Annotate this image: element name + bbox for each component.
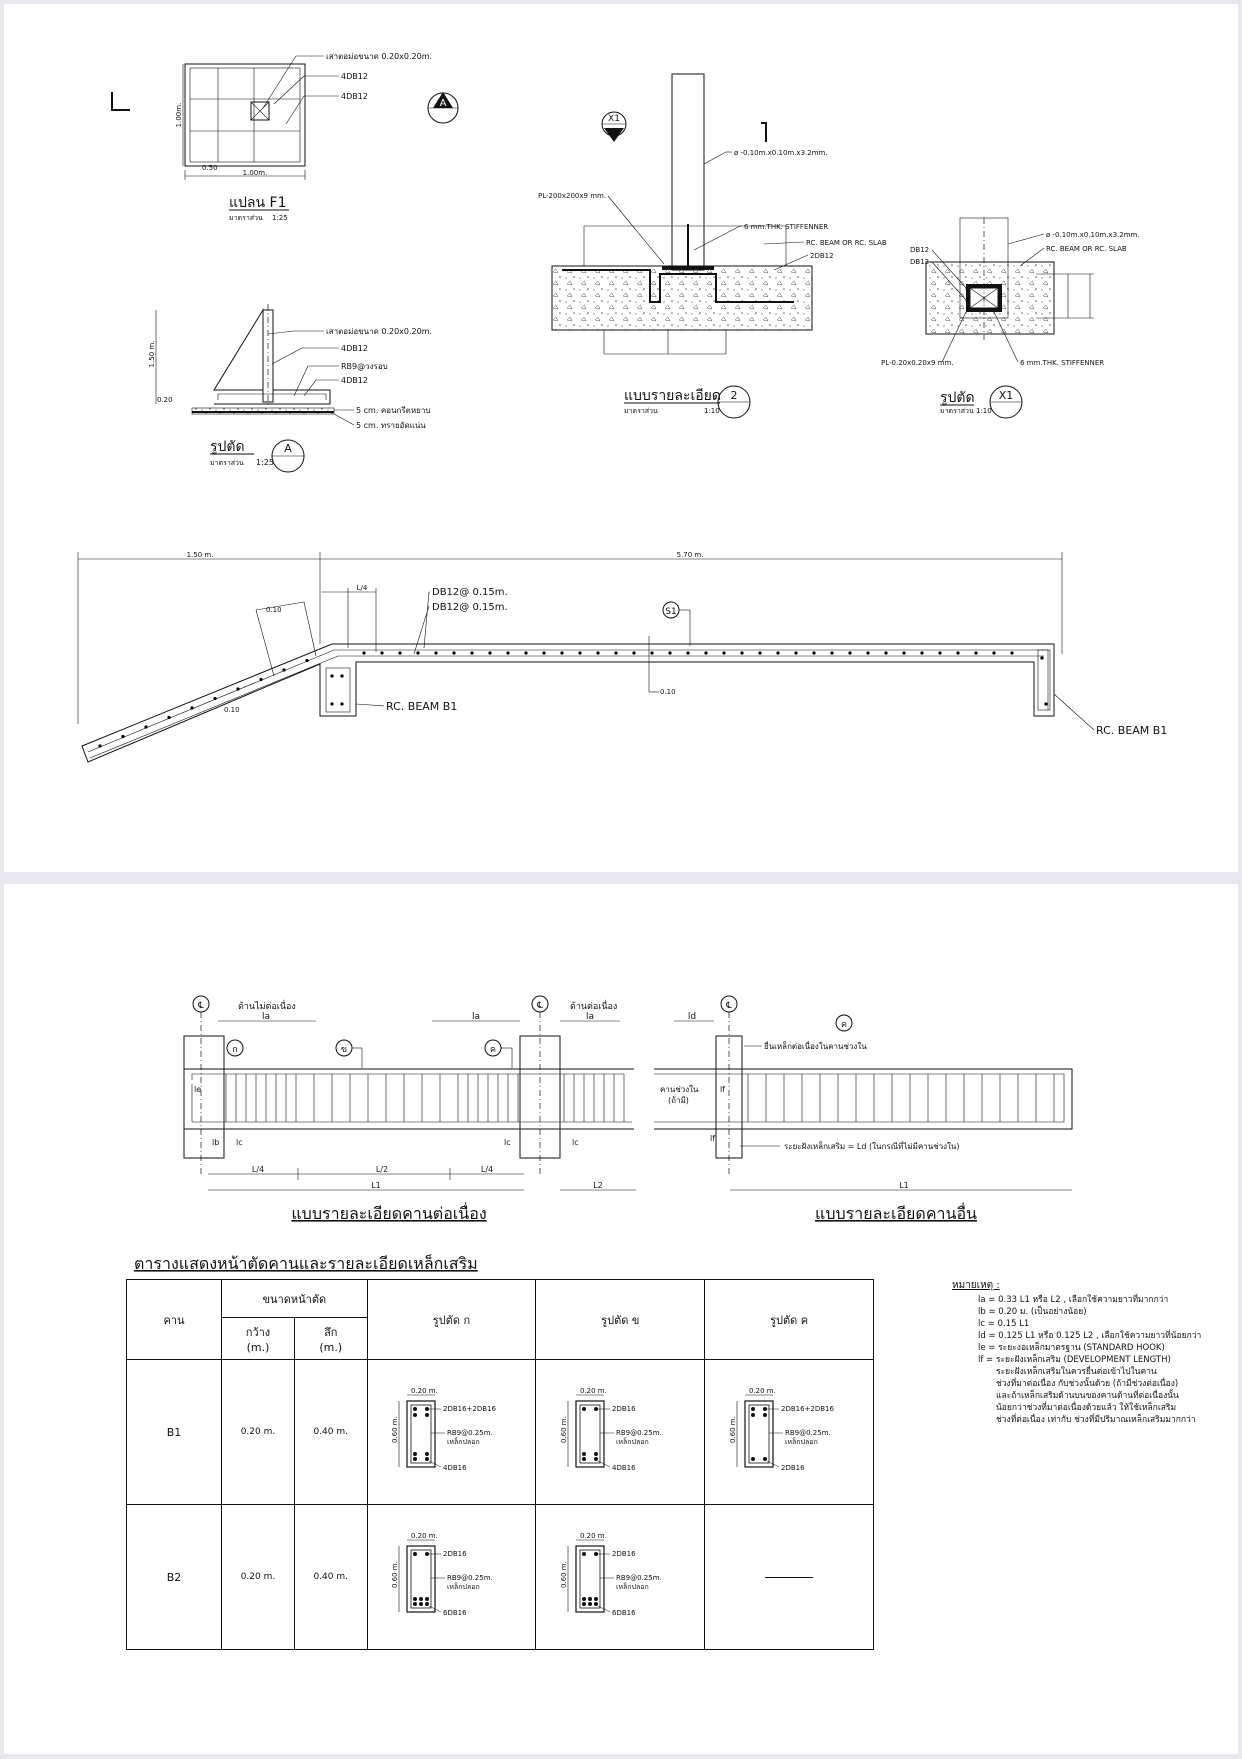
rebar-dot [956,651,959,654]
row1-name: B1 [127,1360,222,1505]
section-a [148,304,432,472]
top-bar-label: 2DB16+2DB16 [781,1404,835,1413]
row2-depth: 0.40 m. [294,1505,367,1650]
detail-2-label-5: 2DB12 [810,252,834,260]
hdr-beam: คาน [127,1280,222,1360]
hdr-depth-unit: (m.) [319,1341,343,1354]
top-bar [751,1407,755,1411]
top-bar [413,1407,417,1411]
stirrup-label-2: เหล็กปลอก [616,1582,649,1591]
cont-label: ด้านต่อเนื่อง [570,1002,618,1012]
notes [952,1280,1222,1426]
note-line: lc = 0.15 L1 [978,1319,1030,1329]
bottom-bar [425,1457,429,1461]
section-depth-dim: 0.60 m. [391,1560,400,1588]
stair-dim-left: 1.50 m. [186,551,214,559]
rebar-dot [632,651,635,654]
hdr-width-unit: (m.) [246,1341,270,1354]
schedule-title: ตารางแสดงหน้าตัดคานและรายละเอียดเหล็กเสริม [134,1254,478,1273]
rebar-dot [560,651,563,654]
stair-slab-outline [82,644,1054,762]
rebar-dot [758,651,761,654]
hdr-width-text: กว้าง [245,1326,271,1339]
bottom-bar-label: 6DB16 [612,1608,636,1617]
marker-kho3-label: ค [840,1020,848,1030]
table-row [127,1505,874,1650]
cl-marker-3-label: ℄ [726,1001,732,1011]
detail-2-scale: 1:10 [704,407,720,415]
table-row [127,1360,874,1505]
stirrups-other [748,1074,1054,1122]
rebar-dot [167,716,170,719]
rebar-dot [236,687,239,690]
section-a-scale-label: มาตราส่วน [210,459,244,467]
lf-label-1: lf [720,1085,726,1094]
rebar-dot [1044,702,1047,705]
detail-2-label-3: 6 mm.THK. STIFFENNER [744,223,829,231]
plan-f1 [112,52,458,222]
bottom-bar-label: 4DB16 [612,1463,636,1472]
la-left: la [261,1012,271,1022]
rebar-dot [380,651,383,654]
x1-label-4: DB12 [910,258,930,266]
rebar-dot [668,651,671,654]
bottom-bar [413,1597,417,1601]
marker-ka-label: ก [232,1045,238,1055]
top-bar [751,1413,755,1417]
continuous-beam-detail [184,996,636,1223]
rebar-dot [144,725,147,728]
rc-slab [552,266,812,330]
lf-label-2: lf [710,1134,716,1143]
section-width-dim: 0.20 m. [749,1386,776,1395]
lc-right: lc [572,1138,579,1147]
l4-left: L/4 [251,1165,265,1174]
top-bar [425,1552,429,1556]
sheet1-canvas [4,4,1238,872]
bottom-bar [594,1602,598,1606]
bottom-bar [425,1597,429,1601]
rebar-dot [884,651,887,654]
lb-label: lb [212,1138,220,1147]
rebar-dot [213,697,216,700]
plan-scale-label: มาตราส่วน [229,214,263,222]
section-a-label-2: 4DB12 [341,344,368,353]
rebar-dot [282,668,285,671]
x1-title: รูปตัด [940,390,975,406]
note-line: lb = 0.20 ม. (เป็นอย่างน้อย) [978,1307,1087,1317]
detail-2-label-2: PL-200x200x9 mm. [538,192,607,200]
l4-right: L/4 [480,1165,494,1174]
rebar-dot [470,651,473,654]
la-right: la [585,1012,595,1022]
top-bar [763,1413,767,1417]
beam-section-drawing [540,1381,700,1481]
rebar-dot [98,744,101,747]
rebar-dot [794,651,797,654]
stirrup-label-2: เหล็กปลอก [447,1437,481,1446]
rebar-dot [506,651,509,654]
section-a-label-3: RB9@วงรอบ [341,362,388,371]
rebar-dot [362,651,365,654]
la-mid: la [471,1012,481,1022]
x1-label-5: PL-0.20x0.20x9 mm. [881,359,954,367]
bottom-bar [582,1452,586,1456]
detail-x1-marker-label: X1 [608,114,620,124]
bottom-bar [594,1452,598,1456]
stirrup-label-2: เหล็กปลอก [616,1437,649,1446]
rebar-dot [524,651,527,654]
note-line: น้อยกว่าช่วงที่มาต่อเนื่องด้วยแล้ว ให้ใช้เหล็กเสริม [996,1403,1177,1413]
note-line: ld = 0.125 L1 หรือ 0.125 L2 , เลือกใช้ความยาวที่น้อยกว่า [978,1331,1202,1341]
bottom-bar [413,1452,417,1456]
top-bar [763,1407,767,1411]
top-bar [413,1413,417,1417]
hdr-sec-c: รูปตัด ค [705,1280,874,1360]
x1-label-1: ø -0.10m.x0.10m.x3.2mm. [1046,231,1140,239]
notes-lines [952,1294,1222,1426]
x1-marker-label: X1 [998,389,1014,402]
stair-dim-l4: L/4 [356,584,368,592]
note-top: ยื่นเหล็กต่อเนื่องในคานช่วงใน [764,1042,867,1051]
detail-2-label-4: RC. BEAM OR RC. SLAB [806,239,887,247]
empty-dash [765,1577,813,1578]
marker-kho2-label: ค [489,1045,497,1055]
section-a-title: รูปตัด [210,439,245,455]
row1-sec-c [705,1360,874,1505]
slab-marker-s1-label: S1 [665,607,677,617]
top-bar [413,1552,417,1556]
hdr-size: ขนาดหน้าตัด [222,1280,367,1318]
row2-sec-c [705,1505,874,1650]
stirrup-label: RB9@0.25m. [616,1428,663,1437]
detail-2 [538,74,887,418]
plan-label-1: เสาตอม่อขนาด 0.20x0.20m. [326,52,433,61]
section-width-dim: 0.20 m. [580,1386,608,1395]
bottom-bar [588,1597,592,1601]
rebar-dot [902,651,905,654]
hdr-depth-text: ลึก [324,1326,338,1339]
note-line: lf = ระยะฝังเหล็กเสริม (DEVELOPMENT LENGTH) [978,1355,1171,1365]
note-line: ช่วงที่มาต่อเนื่อง กับช่วงนั้นด้วย (ถ้ามีช่วงต่อเนื่อง) [996,1379,1179,1389]
beam-section-drawing [540,1526,700,1626]
bottom-bar [582,1597,586,1601]
x1-label-6: 6 mm.THK. STIFFENNER [1020,359,1105,367]
rebar-dot [722,651,725,654]
bottom-bar-label: 4DB16 [443,1463,468,1472]
l1-cont: L1 [371,1181,381,1190]
other-beam-detail [654,996,1072,1223]
note-line: ช่วงที่ต่อเนื่อง เท่ากับ ช่วงที่มีปริมาณเหล็กเสริมมากกว่า [996,1415,1196,1425]
footing-outline [185,64,305,166]
l2-label: L2 [593,1181,603,1190]
beam-left-label: RC. BEAM B1 [386,700,458,713]
stair-dim-thk: 0.10 [224,706,240,714]
bottom-bar [751,1457,755,1461]
stirrup-label: RB9@0.25m. [447,1428,494,1437]
marker-kho-label: ข [340,1045,348,1055]
cl-marker-1-label: ℄ [198,1001,204,1011]
bottom-bar [419,1597,423,1601]
rebar-dot [704,651,707,654]
section-a-label-1: เสาตอม่อขนาด 0.20x0.20m. [326,327,433,336]
hdr-sec-b: รูปตัด ข [536,1280,705,1360]
row2-name: B2 [127,1505,222,1650]
l1-other: L1 [899,1181,909,1190]
rebar-dot [992,651,995,654]
rebar-dot [938,651,941,654]
top-bar [425,1413,429,1417]
stair-rebar-top: DB12@ 0.15m. [432,587,508,598]
hdr-sec-a: รูปตัด ก [367,1280,536,1360]
rebar-dot [340,674,343,677]
bottom-bar [582,1602,586,1606]
row1-depth: 0.40 m. [294,1360,367,1505]
top-bar [582,1407,586,1411]
section-a-dim: 1.50 m. [148,340,156,368]
plan-title: แปลน F1 [229,195,287,211]
note-line: และถ้าเหล็กเสริมด้านบนของคานด้านที่ต่อเนื่องนั้น [996,1391,1179,1401]
bottom-bar [413,1457,417,1461]
section-depth-dim: 0.60 m. [560,1415,569,1443]
section-cut-arrow [112,92,130,110]
section-width-dim: 0.20 m. [411,1386,439,1395]
top-bar [425,1407,429,1411]
x1-scale: 1:10 [976,407,992,415]
section-marker-a-label: A [439,98,447,109]
top-bar [594,1407,598,1411]
ld-label: ld [687,1012,697,1022]
inner-beam-label2: (ถ้ามี) [668,1096,689,1105]
detail-2-title: แบบรายละเอียด [624,388,721,404]
rebar-dot [596,651,599,654]
rebar-dot [740,651,743,654]
bottom-bar [425,1452,429,1456]
top-bar-label: 2DB16 [612,1404,636,1413]
cl-marker-2-label: ℄ [537,1001,543,1011]
le-label: le [194,1085,202,1094]
inner-beam-label: คานช่วงใน [660,1085,699,1094]
bottom-bar [425,1602,429,1606]
row1-sec-b [536,1360,705,1505]
stirrup-label-2: เหล็กปลอก [785,1437,818,1446]
bottom-bar [413,1602,417,1606]
rebar-dot [614,651,617,654]
rebar-dot [340,702,343,705]
note-line: la = 0.33 L1 หรือ L2 , เลือกใช้ความยาวที่มากกว่า [978,1295,1169,1305]
stair-dim-mid: 0.10 [660,688,676,696]
rebar-dot [398,651,401,654]
section-x1 [881,218,1140,418]
rebar-dot [578,651,581,654]
stair-dim-right: 5.70 m. [676,551,704,559]
bottom-bar-label: 2DB16 [781,1463,805,1472]
rebar-dot [542,651,545,654]
plan-dim-side: 1.00m. [175,102,183,128]
note-line: le = ระยะงอเหล็กมาตรฐาน (STANDARD HOOK) [978,1343,1165,1353]
top-bar-label: 2DB16+2DB16 [443,1404,497,1413]
bottom-bar-label: 6DB16 [443,1608,468,1617]
bottom-bar [582,1457,586,1461]
rebar-dot [488,651,491,654]
plan-dim-small: 0.50 [202,164,218,172]
section-a-marker-label: A [284,442,292,455]
rebar-dot [920,651,923,654]
rebar-dot [812,651,815,654]
beam-section-drawing [371,1526,531,1626]
rebar-dot [1010,651,1013,654]
x1-label-3: DB12 [910,246,930,254]
rebar-dot [830,651,833,654]
discont-label: ด้านไม่ต่อเนื่อง [238,1002,296,1012]
stair-rebar-bottom: DB12@ 0.15m. [432,602,508,613]
section-a-label-4: 4DB12 [341,376,368,385]
rebar-dot [121,735,124,738]
section-a-dim-base: 0.20 [157,396,173,404]
section-width-dim: 0.20 m. [580,1531,608,1540]
plan-label-2: 4DB12 [341,72,368,81]
detail-2-label-1: ø -0.10m.x0.10m.x3.2mm. [734,149,828,157]
stirrup-label: RB9@0.25m. [785,1428,831,1437]
row1-sec-a [367,1360,536,1505]
row1-width: 0.20 m. [222,1360,295,1505]
lc-left: lc [236,1138,243,1147]
section-depth-dim: 0.60 m. [729,1415,738,1443]
other-title: แบบรายละเอียดคานอื่น [815,1204,977,1223]
rebar-dot [848,651,851,654]
rebar-dot [330,702,333,705]
l2: L/2 [375,1165,389,1174]
rebar-dot [190,706,193,709]
stair-dim-small: 0.10 [266,606,282,614]
rebar-dot [974,651,977,654]
x1-scale-label: มาตราส่วน [940,407,974,415]
beam-section-drawing [371,1381,531,1481]
top-bar [594,1552,598,1556]
row2-width: 0.20 m. [222,1505,295,1650]
row2-sec-b [536,1505,705,1650]
section-a-label-5: 5 cm. คอนกรีตหยาบ [356,406,431,415]
plan-label-3: 4DB12 [341,92,368,101]
top-bar-label: 2DB16 [443,1549,468,1558]
section-width-dim: 0.20 m. [411,1531,439,1540]
note-bottom: ระยะฝังเหล็กเสริม = Ld (ในกรณีที่ไม่มีคานช่วงใน) [784,1142,960,1151]
bottom-bar [594,1597,598,1601]
bottom-bar [588,1602,592,1606]
row2-sec-a [367,1505,536,1650]
note-line: ระยะฝังเหล็กเสริมในควรยื่นต่อเข้าไปในคาน [996,1367,1157,1377]
stirrup-label: RB9@0.25m. [447,1573,494,1582]
schedule-table-wrap [126,1279,874,1649]
plan-dim-bottom: 1.00m. [242,169,268,177]
section-depth-dim: 0.60 m. [391,1415,400,1443]
section-a-label-6: 5 cm. ทรายอัดแน่น [356,421,426,430]
rebar-dot [776,651,779,654]
stair-slab [78,551,1167,762]
top-bar-label: 2DB16 [612,1549,636,1558]
bottom-bar [419,1602,423,1606]
stirrup-label-2: เหล็กปลอก [447,1582,481,1591]
bottom-bar [763,1457,767,1461]
detail-2-scale-label: มาตราส่วน [624,407,658,415]
stirrups-continuous [226,1074,624,1122]
rebar-dot [330,674,333,677]
beam-right-label: RC. BEAM B1 [1096,724,1168,737]
bottom-bar [594,1457,598,1461]
section-a-scale: 1:25 [256,458,274,467]
rebar-dot [1040,656,1043,659]
rebar-dot [434,651,437,654]
detail-2-marker-label: 2 [730,389,738,402]
hdr-width [222,1318,295,1360]
top-bar [582,1552,586,1556]
notes-title: หมายเหตุ : [952,1280,1000,1291]
rebar-dot [305,659,308,662]
rebar-dot [452,651,455,654]
schedule-table [126,1279,874,1650]
stirrup-label: RB9@0.25m. [616,1573,663,1582]
plan-scale: 1:25 [272,214,288,222]
rebar-dot [866,651,869,654]
rebar-dots [98,651,1047,747]
drawing-sheet-1 [4,4,1238,872]
continuous-title: แบบรายละเอียดคานต่อเนื่อง [291,1204,487,1223]
detail-cut-arrow [761,123,766,142]
hdr-depth [294,1318,367,1360]
section-depth-dim: 0.60 m. [560,1560,569,1588]
rebar-dot [416,651,419,654]
lc-mid: lc [504,1138,511,1147]
rebar-dot [686,651,689,654]
rebar-dot [650,651,653,654]
x1-label-2: RC. BEAM OR RC. SLAB [1046,245,1127,253]
rebar-dot [259,678,262,681]
beam-section-drawing [709,1381,869,1481]
